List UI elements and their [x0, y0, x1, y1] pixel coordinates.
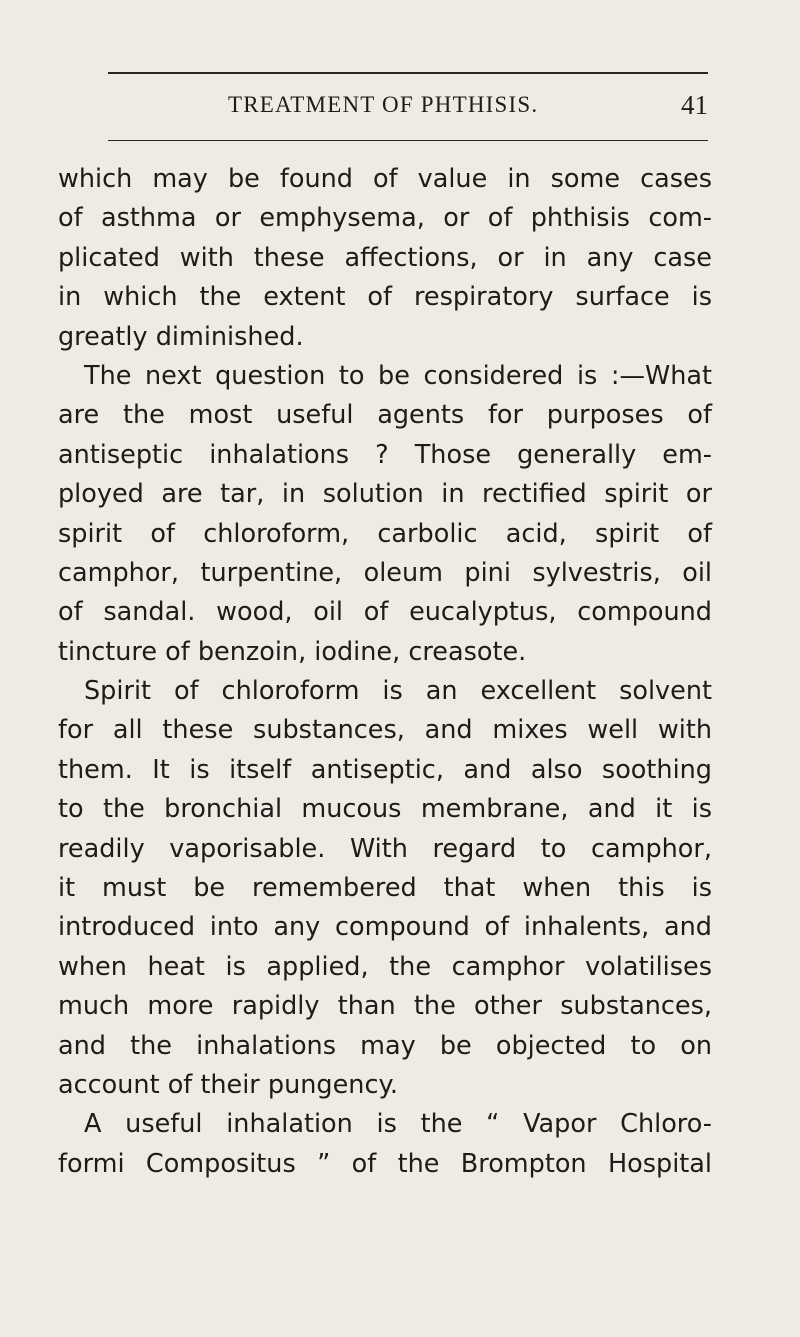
- text-line: readily vaporisable. With regard to camphor,: [58, 833, 712, 864]
- text-line: to the bronchial mucous membrane, and it is: [58, 794, 712, 825]
- page-number: 41: [681, 90, 708, 120]
- text-line: account of their pungency.: [58, 1069, 399, 1100]
- header-rule-bottom: [108, 140, 708, 141]
- text-line: of asthma or emphysema, or of phthisis com-: [58, 203, 712, 234]
- text-line: it must be remembered that when this is: [58, 873, 712, 904]
- text-line: which may be found of value in some cases: [58, 164, 712, 194]
- text-line: of sandal. wood, oil of eucalyptus, compound: [58, 597, 712, 628]
- text-line: for all these substances, and mixes well with: [58, 715, 712, 746]
- running-header: [108, 90, 708, 130]
- text-line: are the most useful agents for purposes of: [58, 400, 712, 431]
- text-line: when heat is applied, the camphor volatilises: [58, 951, 712, 982]
- text-line: ployed are tar, in solution in rectified spirit or: [58, 479, 712, 510]
- text-line: much more rapidly than the other substances,: [58, 991, 712, 1022]
- text-line: introduced into any compound of inhalents, and: [58, 912, 712, 943]
- text-line: them. It is itself antiseptic, and also soothing: [58, 754, 712, 785]
- header-rule-top: [108, 72, 708, 74]
- text-line: The next question to be considered is :—What: [84, 360, 712, 391]
- text-line: greatly diminished.: [58, 321, 304, 352]
- text-line: tincture of benzoin, iodine, creasote.: [58, 636, 527, 667]
- text-line: A useful inhalation is the “ Vapor Chloro-: [84, 1109, 712, 1140]
- text-line: Spirit of chloroform is an excellent solvent: [84, 676, 712, 707]
- text-line: antiseptic inhalations ? Those generally em-: [58, 439, 712, 470]
- text-line: spirit of chloroform, carbolic acid, spirit of: [58, 518, 712, 549]
- text-line: camphor, turpentine, oleum pini sylvestris, oil: [58, 557, 712, 588]
- text-line: and the inhalations may be objected to on: [58, 1030, 712, 1061]
- running-title: TREATMENT OF PHTHISIS.: [228, 92, 539, 117]
- text-line: formi Compositus ” of the Brompton Hospital: [58, 1148, 712, 1179]
- text-line: plicated with these affections, or in any case: [58, 242, 712, 273]
- body-text: [58, 160, 712, 1184]
- text-line: in which the extent of respiratory surface is: [58, 282, 712, 313]
